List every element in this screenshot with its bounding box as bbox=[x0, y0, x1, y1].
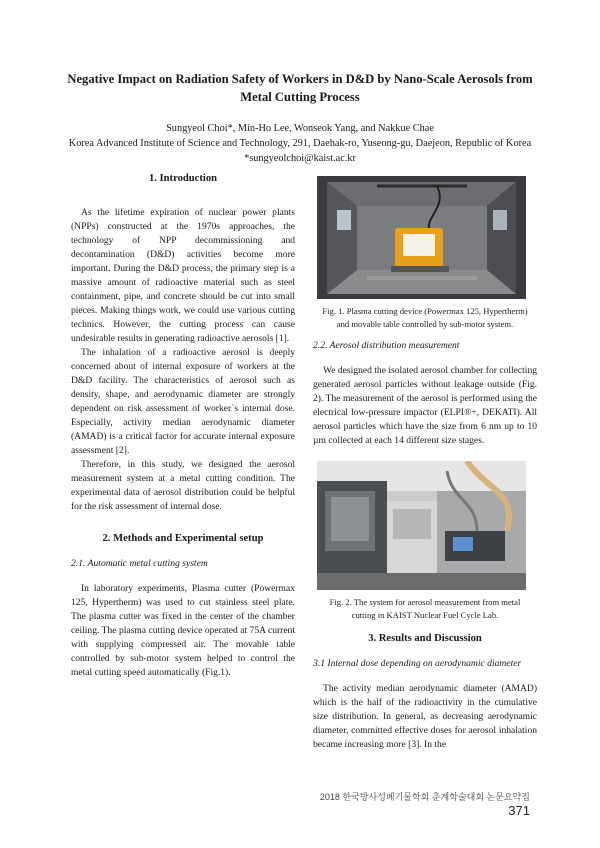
authors: Sungyeol Choi*, Min-Ho Lee, Wonseok Yang, and Nakkue Chae bbox=[166, 123, 434, 134]
email: *sungyeolchoi@kaist.ac.kr bbox=[244, 153, 356, 164]
intro-paragraph-2: The inhalation of a radioactive aerosol is deeply concerned about of internal exposure of workers at the D&D facility. The characteristics of aerosol such as density, shape, and aerodynamic diameter are strongly dependent on risk assessment of worker`s internal dose. Especially, activity median aerodynamic diameter (AMAD) is a critical factor for accurate internal exposure assessment [2]. bbox=[71, 347, 295, 456]
page-footer bbox=[300, 790, 530, 818]
figure-2-photo bbox=[317, 461, 526, 590]
methods-paragraph-1: In laboratory experiments, Plasma cutter (Powermax 125, Hypertherm) was used to cut stainless steel plate. The plasma cutter was fixed in the center of the chamber ceiling. The plasma cutting device operated at 75A current with supplying compressed air. The movable table controlled by sub-motor system helped to control the metal cutting speed automatically (Fig.1). bbox=[71, 583, 295, 678]
plasma-cutter-photo bbox=[317, 176, 526, 299]
results-paragraph-1: The activity median aerodynamic diameter (AMAD) which is the half of the radioactivity in the cumulative size distribution. In general, as decreasing aerodynamic diameter, committed effective doses for aerosol inhalation became increasing more [3]. In the bbox=[313, 683, 537, 750]
figure-1-caption-line-1: Fig. 1. Plasma cutting device (Powermax 125, Hypertherm) bbox=[322, 306, 528, 316]
left-column bbox=[71, 172, 295, 680]
subheading-3-1: 3.1 Internal dose depending on aerodynamic diameter bbox=[313, 658, 522, 669]
figure-2-caption-line-2: cutting in KAIST Nuclear Fuel Cycle Lab. bbox=[351, 610, 499, 620]
footer-text: 2018 한국방사성폐기물학회 춘계학술대회 논문요약집 bbox=[319, 792, 530, 802]
figure-1-photo bbox=[317, 176, 526, 299]
aerosol-paragraph-1: We designed the isolated aerosol chamber for collecting generated aerosol particles without leakage outside (Fig. 2). The measurement of the aerosol is performed using the electrical low-pressure impactor (ELPI®+, DEKATI). All aerosol particles which have the size from 6 nm up to 10 µm collected at each 14 different size stages. bbox=[313, 365, 537, 446]
author-block bbox=[40, 121, 560, 166]
aerosol-measurement-photo bbox=[317, 461, 526, 590]
heading-results: 3. Results and Discussion bbox=[368, 633, 482, 644]
title-line-2: Metal Cutting Process bbox=[240, 90, 360, 104]
affiliation: Korea Advanced Institute of Science and Technology, 291, Daehak-ro, Yuseong-gu, Daejeon, Republic of Korea bbox=[68, 138, 532, 149]
figure-1-caption bbox=[313, 305, 537, 331]
page-number: 371 bbox=[508, 803, 530, 818]
right-column bbox=[313, 176, 537, 752]
subheading-2-1: 2.1. Automatic metal cutting system bbox=[71, 558, 208, 569]
title-line-1: Negative Impact on Radiation Safety of Workers in D&D by Nano-Scale Aerosols from bbox=[67, 72, 533, 86]
figure-2-caption bbox=[313, 596, 537, 622]
subheading-2-2: 2.2. Aerosol distribution measurement bbox=[313, 340, 460, 351]
intro-paragraph-3: Therefore, in this study, we designed the aerosol measurement system at a metal cutting condition. The experimental data of aerosol distribution could be helpful for the risk assessment of internal dose. bbox=[71, 459, 295, 512]
figure-2-caption-line-1: Fig. 2. The system for aerosol measurement from metal bbox=[329, 597, 521, 607]
intro-paragraph-1: As the lifetime expiration of nuclear power plants (NPPs) constructed at the 1970s approaches, the technology of NPP decommissioning and decontamination (D&D) activities become more important. During the D&D process, the primary step is a massive amount of radioactive material such as steel containment, pipe, and concrete should be cut into small pieces. Making things work, we could use various cutting technics. However, the cutting process can cause undesirable results in generating radioactive aerosols [1]. bbox=[71, 207, 295, 344]
heading-introduction: 1. Introduction bbox=[148, 173, 218, 184]
heading-methods: 2. Methods and Experimental setup bbox=[102, 533, 264, 544]
paper-title bbox=[40, 70, 560, 106]
figure-1-caption-line-2: and movable table controlled by sub-motor system. bbox=[336, 319, 514, 329]
